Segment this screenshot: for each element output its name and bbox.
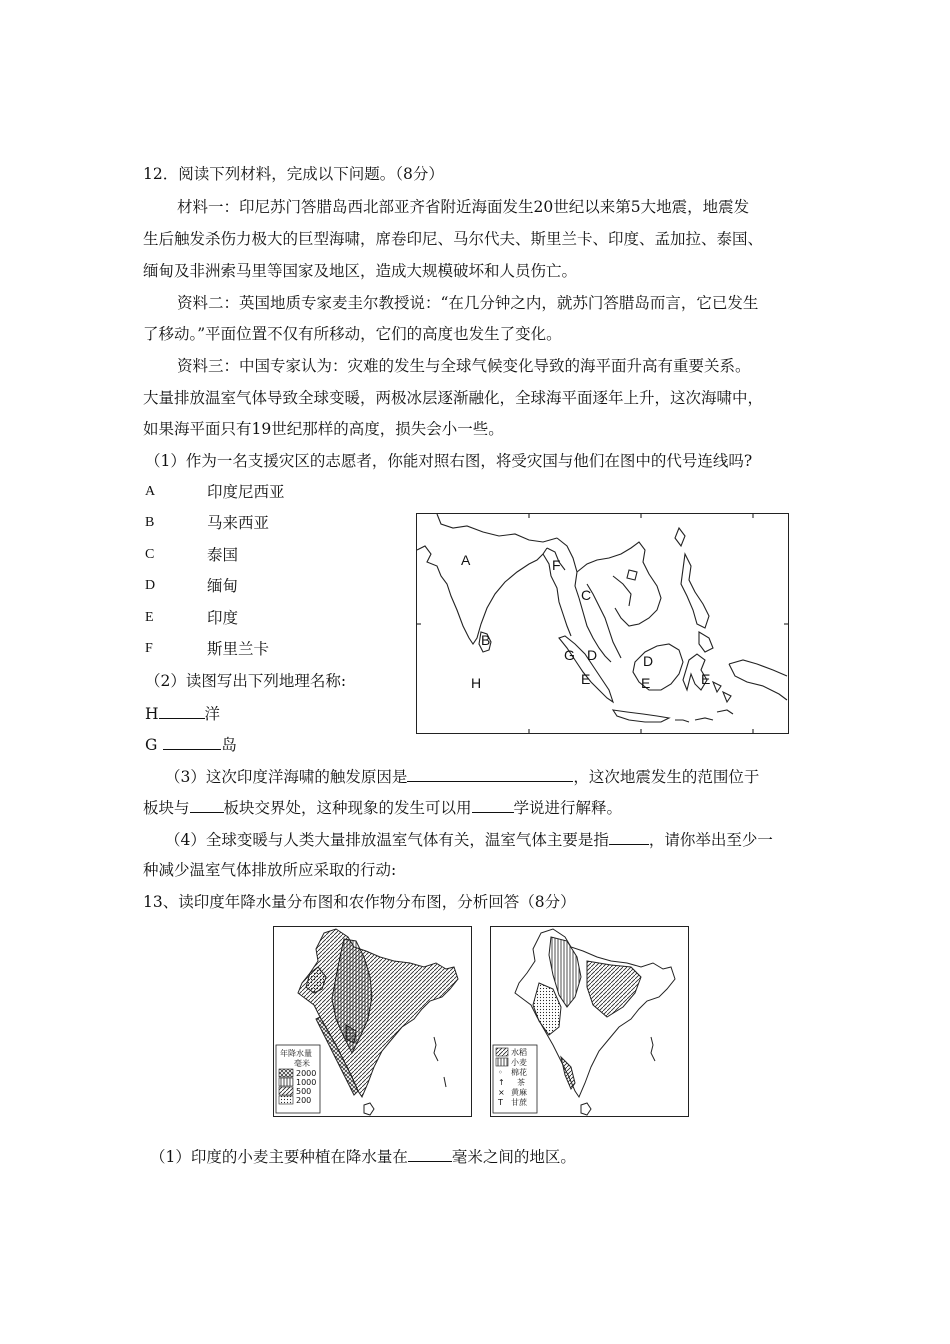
sub3-text-c: 板块与 [143, 799, 190, 817]
q12-sub2: （2）读图写出下列地理名称: [145, 672, 347, 690]
map-label-f: F [552, 557, 561, 573]
map-label-g: G [564, 647, 575, 663]
option-name: 马来西亚 [207, 514, 270, 532]
option-name: 印度 [207, 609, 239, 627]
rainfall-legend-value: 500 [296, 1087, 312, 1096]
option-name: 斯里兰卡 [207, 640, 270, 658]
sub3-text-d: 板块交界处，这种现象的发生可以用 [223, 799, 472, 817]
crops-legend-item: 黄麻 [511, 1088, 527, 1097]
option-letter: D [145, 578, 156, 593]
southeast-asia-map [416, 513, 789, 734]
q12-sub1: （1）作为一名支援灾区的志愿者，你能对照右图，将受灾国与他们在图中的代号连线吗? [145, 452, 753, 470]
map-label-d2: D [643, 653, 654, 669]
q13-sub1-text-b: 毫米之间的地区。 [451, 1148, 576, 1166]
option-name: 缅甸 [207, 577, 239, 595]
rainfall-legend-title: 年降水量 [280, 1049, 312, 1058]
g-suffix: 岛 [221, 736, 237, 754]
india-crops-drawing [491, 927, 688, 1116]
h-prefix: H [145, 705, 159, 723]
sub4-text-a: （4）全球变暖与人类大量排放温室气体有关，温室气体主要是指 [165, 831, 609, 849]
crops-legend-item: 小麦 [511, 1058, 527, 1067]
option-letter: E [145, 610, 154, 625]
option-letter: C [145, 547, 155, 562]
sub4-text-b: ，请你举出至少一 [648, 831, 773, 849]
sub3-text-b: ，这次地震发生的范围位于 [573, 768, 760, 786]
material3-line2: 大量排放温室气体导致全球变暖，两极冰层逐渐融化，全球海平面逐年上升，这次海啸中， [143, 389, 764, 407]
rainfall-legend-value: 200 [296, 1096, 312, 1105]
g-answer-blank[interactable] [163, 733, 221, 750]
g-prefix: G [145, 736, 158, 754]
option-letter: B [145, 515, 155, 530]
rainfall-legend-unit: 毫米 [294, 1059, 310, 1068]
option-letter: A [145, 484, 156, 499]
q13-sub1-text-a: （1）印度的小麦主要种植在降水量在 [150, 1148, 408, 1166]
q12-sub4-line1 [165, 828, 773, 851]
material3-line1: 资料三：中国专家认为：灾难的发生与全球气候变化导致的海平面升高有重要关系。 [177, 357, 751, 375]
crops-legend-symbol: T [498, 1098, 503, 1107]
material2-line1: 资料二：英国地质专家麦圭尔教授说：“在几分钟之内，就苏门答腊岛而言，它已发生 [177, 294, 759, 312]
sub4-gas-blank[interactable] [609, 828, 649, 845]
g-answer-line [145, 733, 237, 756]
sub3-plate1-blank[interactable] [190, 796, 224, 813]
h-suffix: 洋 [204, 705, 221, 723]
map-label-e2: E [641, 675, 651, 691]
map-label-b: B [481, 632, 491, 648]
map-label-d: D [587, 647, 598, 663]
q12-sub3-line2 [143, 796, 622, 819]
option-letter: F [145, 641, 153, 656]
material1-line3: 缅甸及非洲索马里等国家及地区，造成大规模破坏和人员伤亡。 [143, 262, 578, 280]
h-answer-line [145, 702, 220, 725]
crops-legend-item: 水稻 [511, 1048, 527, 1057]
crops-legend-symbol: ◦ [498, 1068, 503, 1077]
q12-sub3-line1 [165, 765, 759, 788]
crops-legend-item: 茶 [517, 1078, 525, 1087]
crops-legend-item: 棉花 [511, 1068, 527, 1077]
option-name: 印度尼西亚 [207, 483, 285, 501]
crops-legend-symbol: × [498, 1088, 505, 1097]
sub3-theory-blank[interactable] [472, 796, 514, 813]
map-label-e: E [581, 671, 591, 687]
wheat-rainfall-blank[interactable] [408, 1145, 452, 1162]
q12-title: 12．阅读下列材料，完成以下问题。（8分） [143, 165, 444, 183]
q13-title: 13、读印度年降水量分布图和农作物分布图，分析回答（8分） [143, 893, 576, 911]
q12-sub4-line2: 种减少温室气体排放所应采取的行动: [143, 861, 397, 879]
map-label-c: C [581, 587, 592, 603]
q13-sub1 [150, 1145, 576, 1168]
sub3-trigger-blank[interactable] [407, 765, 573, 782]
material1-line1: 材料一：印尼苏门答腊岛西北部亚齐省附近海面发生20世纪以来第5大地震，地震发 [177, 198, 750, 216]
map-label-a: A [461, 552, 471, 568]
map-label-e3: E [701, 671, 711, 687]
material3-line3: 如果海平面只有19世纪那样的高度，损失会小一些。 [143, 420, 504, 438]
india-rainfall-map [273, 926, 472, 1117]
map-label-h: H [471, 675, 482, 691]
india-rainfall-drawing [274, 927, 471, 1116]
sub3-text-e: 学说进行解释。 [513, 799, 623, 817]
material2-line2: 了移动。”平面位置不仅有所移动，它们的高度也发生了变化。 [143, 325, 562, 343]
rainfall-legend-value: 2000 [296, 1069, 317, 1078]
material1-line2: 生后触发杀伤力极大的巨型海啸，席卷印尼、马尔代夫、斯里兰卡、印度、孟加拉、泰国、 [143, 230, 764, 248]
india-crops-map [490, 926, 689, 1117]
crops-legend-symbol: ↑ [498, 1078, 505, 1087]
h-answer-blank[interactable] [159, 702, 205, 719]
option-name: 泰国 [207, 546, 239, 564]
sub3-text-a: （3）这次印度洋海啸的触发原因是 [165, 768, 408, 786]
crops-legend-item: 甘蔗 [511, 1098, 527, 1107]
rainfall-legend-value: 1000 [296, 1078, 317, 1087]
southeast-asia-map-drawing [417, 514, 788, 733]
